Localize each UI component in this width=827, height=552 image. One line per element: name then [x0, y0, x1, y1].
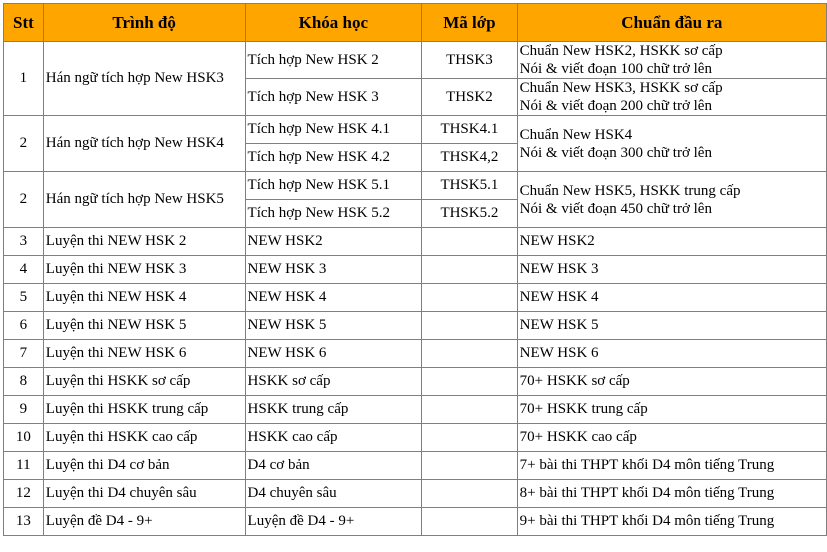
outcome-line: Chuẩn New HSK2, HSKK sơ cấp [519, 43, 723, 59]
course-cell: D4 cơ bản [245, 452, 422, 480]
class-code-cell: THSK2 [422, 79, 518, 116]
class-code-cell: THSK3 [422, 42, 518, 79]
class-code-cell [422, 480, 518, 508]
stt-cell: 10 [4, 424, 44, 452]
stt-cell: 4 [4, 256, 44, 284]
class-code-cell [422, 452, 518, 480]
class-code-cell: THSK5.2 [422, 200, 518, 228]
level-cell: Luyện thi NEW HSK 5 [43, 312, 245, 340]
outcome-line: Chuẩn New HSK4 [519, 126, 633, 143]
header-stt: Stt [4, 4, 44, 42]
outcome-cell [517, 42, 826, 79]
course-cell: Tích hợp New HSK 4.2 [245, 144, 422, 172]
course-cell: NEW HSK 3 [245, 256, 422, 284]
header-class-code: Mã lớp [422, 4, 518, 42]
class-code-cell [422, 424, 518, 452]
header-course: Khóa học [245, 4, 422, 42]
outcome-cell: NEW HSK 6 [517, 340, 826, 368]
class-code-cell [422, 368, 518, 396]
table-row [4, 452, 827, 480]
table-header-row [4, 4, 827, 42]
outcome-line: Nói & viết đoạn 300 chữ trở lên [519, 144, 712, 161]
level-cell: Luyện thi NEW HSK 3 [43, 256, 245, 284]
level-cell: Luyện thi NEW HSK 4 [43, 284, 245, 312]
outcome-cell: 8+ bài thi THPT khối D4 môn tiếng Trung [517, 480, 826, 508]
stt-cell: 7 [4, 340, 44, 368]
stt-cell: 13 [4, 508, 44, 536]
outcome-cell: 9+ bài thi THPT khối D4 môn tiếng Trung [517, 508, 826, 536]
course-cell: D4 chuyên sâu [245, 480, 422, 508]
level-cell: Luyện thi HSKK trung cấp [43, 396, 245, 424]
outcome-cell: NEW HSK 4 [517, 284, 826, 312]
stt-cell: 9 [4, 396, 44, 424]
outcome-line: Nói & viết đoạn 200 chữ trở lên [519, 98, 712, 114]
header-outcome: Chuẩn đầu ra [517, 4, 826, 42]
course-table [3, 3, 827, 536]
stt-cell: 11 [4, 452, 44, 480]
stt-cell: 2 [4, 116, 44, 172]
table-row [4, 228, 827, 256]
class-code-cell [422, 228, 518, 256]
outcome-line: Chuẩn New HSK3, HSKK sơ cấp [519, 80, 723, 96]
stt-cell: 6 [4, 312, 44, 340]
table-row [4, 396, 827, 424]
level-cell: Hán ngữ tích hợp New HSK3 [43, 42, 245, 116]
course-cell: Luyện đề D4 - 9+ [245, 508, 422, 536]
level-cell: Luyện thi HSKK cao cấp [43, 424, 245, 452]
class-code-cell: THSK5.1 [422, 172, 518, 200]
course-cell: HSKK sơ cấp [245, 368, 422, 396]
outcome-line: Nói & viết đoạn 450 chữ trở lên [519, 200, 712, 217]
class-code-cell [422, 256, 518, 284]
course-cell: Tích hợp New HSK 4.1 [245, 116, 422, 144]
table-body [4, 42, 827, 536]
stt-cell: 5 [4, 284, 44, 312]
course-cell: Tích hợp New HSK 5.2 [245, 200, 422, 228]
header-level: Trình độ [43, 4, 245, 42]
outcome-cell: 70+ HSKK trung cấp [517, 396, 826, 424]
course-cell: HSKK cao cấp [245, 424, 422, 452]
course-cell: NEW HSK 4 [245, 284, 422, 312]
outcome-cell: 7+ bài thi THPT khối D4 môn tiếng Trung [517, 452, 826, 480]
class-code-cell [422, 396, 518, 424]
class-code-cell: THSK4.1 [422, 116, 518, 144]
outcome-cell [517, 172, 826, 228]
outcome-line: Chuẩn New HSK5, HSKK trung cấp [519, 182, 741, 199]
level-cell: Hán ngữ tích hợp New HSK5 [43, 172, 245, 228]
course-cell: Tích hợp New HSK 5.1 [245, 172, 422, 200]
outcome-line: Nói & viết đoạn 100 chữ trở lên [519, 61, 712, 77]
class-code-cell [422, 284, 518, 312]
outcome-cell [517, 79, 826, 116]
table-row [4, 284, 827, 312]
course-cell: NEW HSK 5 [245, 312, 422, 340]
class-code-cell [422, 340, 518, 368]
stt-cell: 3 [4, 228, 44, 256]
table-row [4, 116, 827, 144]
outcome-cell: 70+ HSKK cao cấp [517, 424, 826, 452]
level-cell: Luyện đề D4 - 9+ [43, 508, 245, 536]
stt-cell: 2 [4, 172, 44, 228]
outcome-cell: 70+ HSKK sơ cấp [517, 368, 826, 396]
table-row [4, 424, 827, 452]
level-cell: Hán ngữ tích hợp New HSK4 [43, 116, 245, 172]
table-row [4, 172, 827, 200]
level-cell: Luyện thi HSKK sơ cấp [43, 368, 245, 396]
level-cell: Luyện thi D4 chuyên sâu [43, 480, 245, 508]
class-code-cell [422, 508, 518, 536]
level-cell: Luyện thi D4 cơ bản [43, 452, 245, 480]
table-row [4, 42, 827, 79]
stt-cell: 12 [4, 480, 44, 508]
level-cell: Luyện thi NEW HSK 2 [43, 228, 245, 256]
table-row [4, 368, 827, 396]
table-row [4, 256, 827, 284]
course-cell: Tích hợp New HSK 3 [245, 79, 422, 116]
course-cell: HSKK trung cấp [245, 396, 422, 424]
outcome-cell: NEW HSK 5 [517, 312, 826, 340]
outcome-cell: NEW HSK2 [517, 228, 826, 256]
stt-cell: 8 [4, 368, 44, 396]
outcome-cell: NEW HSK 3 [517, 256, 826, 284]
class-code-cell [422, 312, 518, 340]
table-row [4, 508, 827, 536]
course-cell: Tích hợp New HSK 2 [245, 42, 422, 79]
outcome-cell [517, 116, 826, 172]
stt-cell: 1 [4, 42, 44, 116]
table-row [4, 480, 827, 508]
table-row [4, 312, 827, 340]
class-code-cell: THSK4,2 [422, 144, 518, 172]
level-cell: Luyện thi NEW HSK 6 [43, 340, 245, 368]
table-row [4, 340, 827, 368]
course-cell: NEW HSK 6 [245, 340, 422, 368]
course-cell: NEW HSK2 [245, 228, 422, 256]
